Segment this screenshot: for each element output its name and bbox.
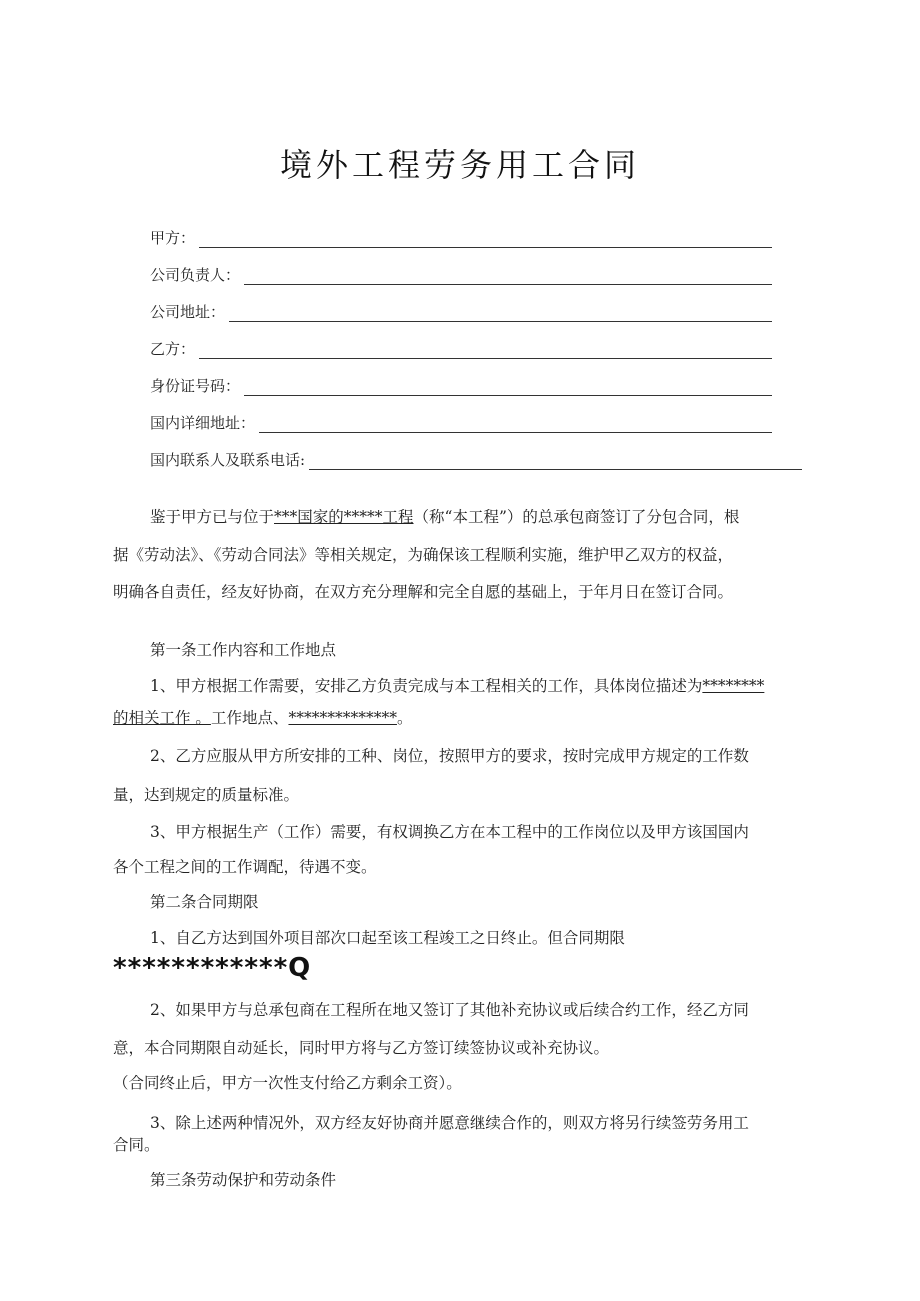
- project-name: ***国家的*****工程: [274, 508, 414, 526]
- blank-line[interactable]: [229, 304, 772, 322]
- text: 1、甲方根据工作需要，安排乙方负责完成与本工程相关的工作，具体岗位描述为: [150, 677, 703, 695]
- article-2-heading: 第二条合同期限: [150, 893, 259, 911]
- field-company-head: [150, 261, 772, 285]
- field-id-number: [150, 372, 772, 396]
- field-label: 身份证号码：: [150, 377, 241, 395]
- article-1-p3-line-1: 3、甲方根据生产（工作）需要，有权调换乙方在本工程中的工作岗位以及甲方该国国内: [150, 823, 749, 841]
- text: （称“本工程”）的总承包商签订了分包合同，根: [413, 508, 740, 526]
- article-1-p3-line-2: 各个工程之间的工作调配，待遇不变。: [113, 858, 377, 876]
- text: 工作地点、: [210, 709, 289, 727]
- article-2-p1-line-1: 1、自乙方达到国外项目部次口起至该工程竣工之日终止。但合同期限: [150, 929, 625, 947]
- field-label: 国内详细地址：: [150, 414, 256, 432]
- preamble-line-3: 明确各自责任，经友好协商，在双方充分理解和完全自愿的基础上，于年月日在签订合同。: [113, 583, 734, 601]
- field-domestic-address: [150, 409, 772, 433]
- blank-line[interactable]: [244, 267, 772, 285]
- field-label: 甲方：: [150, 229, 196, 247]
- article-1-p1-line-2: [113, 708, 412, 728]
- field-party-b: [150, 335, 772, 359]
- field-party-a: [150, 224, 772, 248]
- field-label: 国内联系人及联系电话:: [150, 451, 306, 469]
- blank-line[interactable]: [244, 378, 772, 396]
- article-1-p2-line-2: 量，达到规定的质量标准。: [113, 786, 300, 804]
- blank-line[interactable]: [199, 230, 772, 248]
- article-2-p1-line-2: ************Q: [113, 953, 312, 983]
- article-2-p2-line-2: 意，本合同期限自动延长，同时甲方将与乙方签订续签协议或补充协议。: [113, 1039, 610, 1057]
- field-domestic-contact: [150, 446, 802, 470]
- article-3-heading: 第三条劳动保护和劳动条件: [150, 1171, 337, 1189]
- article-1-heading: 第一条工作内容和工作地点: [150, 641, 337, 659]
- field-label: 乙方：: [150, 340, 196, 358]
- field-label: 公司负责人：: [150, 266, 241, 284]
- blank-line[interactable]: [309, 452, 802, 470]
- job-description: ********: [702, 677, 765, 695]
- article-2-p3-line-2: 合同。: [113, 1136, 160, 1154]
- article-2-p3-line-1: 3、除上述两种情况外，双方经友好协商并愿意继续合作的，则双方将另行续签劳务用工: [150, 1114, 749, 1132]
- article-1-p1-line-1: [150, 676, 764, 696]
- blank-line[interactable]: [259, 415, 772, 433]
- article-2-p2-line-1: 2、如果甲方与总承包商在工程所在地又签订了其他补充协议或后续合约工作，经乙方同: [150, 1001, 749, 1019]
- page-title: 境外工程劳务用工合同: [279, 146, 640, 184]
- preamble-line-2: 据《劳动法》、《劳动合同法》等相关规定，为确保该工程顺利实施，维护甲乙双方的权益，: [113, 546, 734, 564]
- preamble-line-1: [150, 507, 739, 527]
- field-company-address: [150, 298, 772, 322]
- article-1-p2-line-1: 2、乙方应服从甲方所安排的工种、岗位，按照甲方的要求，按时完成甲方规定的工作数: [150, 747, 749, 765]
- work-location: **************: [288, 709, 397, 727]
- article-2-p2-note: （合同终止后，甲方一次性支付给乙方剩余工资）。: [113, 1074, 462, 1092]
- blank-line[interactable]: [199, 341, 772, 359]
- text: 的相关工作 。: [113, 709, 211, 727]
- text: 鉴于甲方已与位于: [150, 508, 275, 526]
- text: 。: [396, 709, 413, 727]
- field-label: 公司地址：: [150, 303, 226, 321]
